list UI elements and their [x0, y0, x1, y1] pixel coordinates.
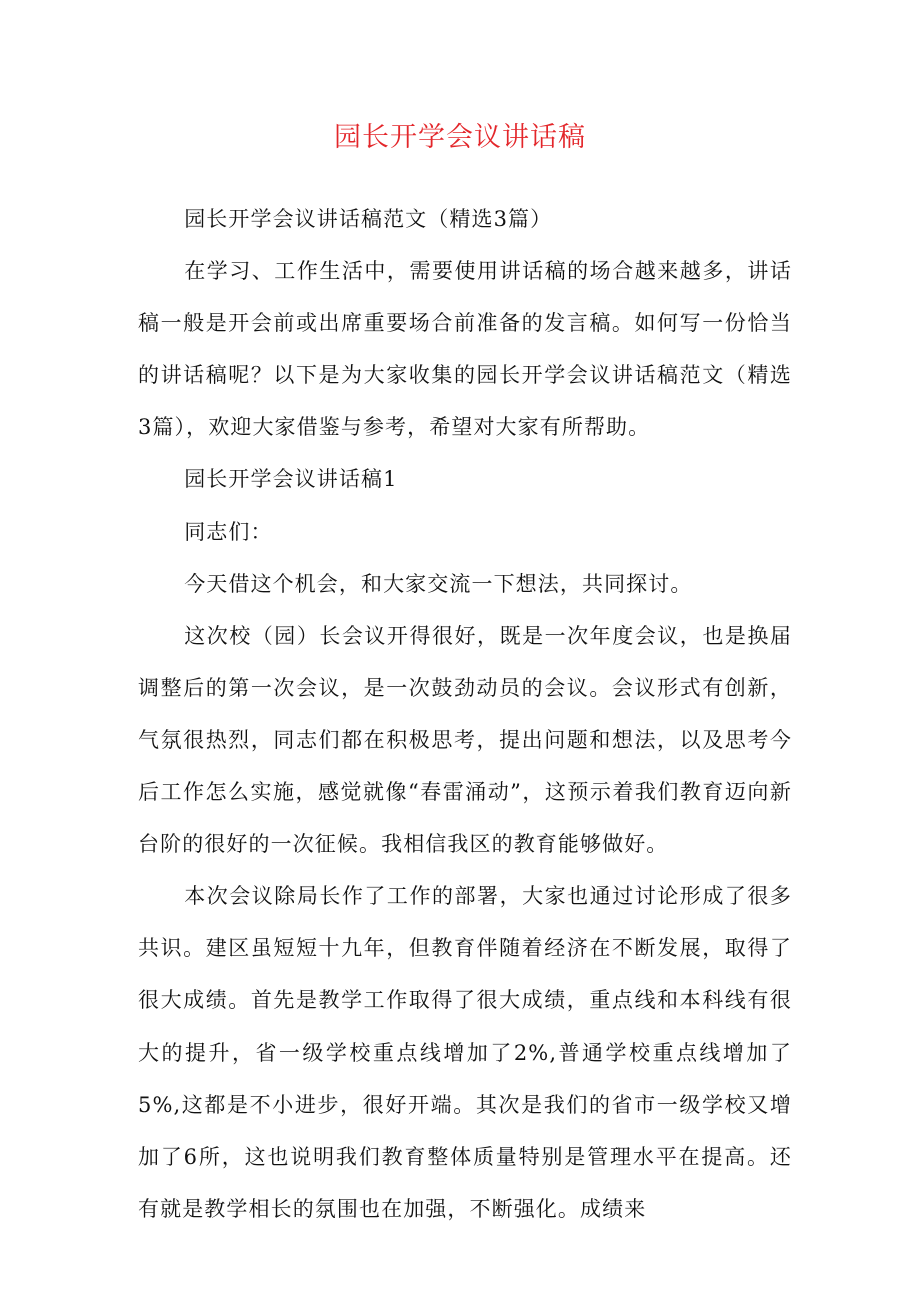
paragraph-achievements: 本次会议除局长作了工作的部署，大家也通过讨论形成了很多共识。建区虽短短十九年，但教育伴随着经济在不断发展，取得了很大成绩。首先是教学工作取得了很大成绩，重点线和本科线有很大的提升，省一级学校重点线增加了2%,普通学校重点线增加了5%,这都是不小进步，很好开端。其次是我们的省市一级学校又增加了6所，这也说明我们教育整体质量特别是管理水平在提高。还有就是教学相长的氛围也在加强，不断强化。成绩来	[138, 884, 792, 1221]
paragraph-section-heading: 园长开学会议讲话稿1	[184, 467, 398, 492]
paragraph-meeting-review: 这次校（园）长会议开得很好，既是一次年度会议，也是换届调整后的第一次会议，是一次鼓劲动员的会议。会议形式有创新，气氛很热烈，同志们都在积极思考，提出问题和想法，以及思考今后工作怎么实施，感觉就像“春雷涌动”，这预示着我们教育迈向新台阶的很好的一次征候。我相信我区的教育能够做好。	[138, 623, 792, 857]
paragraph-subtitle: 园长开学会议讲话稿范文（精选3篇）	[184, 207, 553, 231]
paragraph-intro: 在学习、工作生活中，需要使用讲话稿的场合越来越多，讲话稿一般是开会前或出席重要场合前准备的发言稿。如何写一份恰当的讲话稿呢？以下是为大家收集的园长开学会议讲话稿范文（精选3篇），欢迎大家借鉴与参考，希望对大家有所帮助。	[138, 259, 792, 440]
document-title: 园长开学会议讲话稿	[334, 122, 586, 153]
paragraph-opening: 今天借这个机会，和大家交流一下想法，共同探讨。	[184, 571, 693, 596]
document-body	[138, 193, 792, 1235]
paragraph-salutation: 同志们：	[184, 519, 273, 544]
